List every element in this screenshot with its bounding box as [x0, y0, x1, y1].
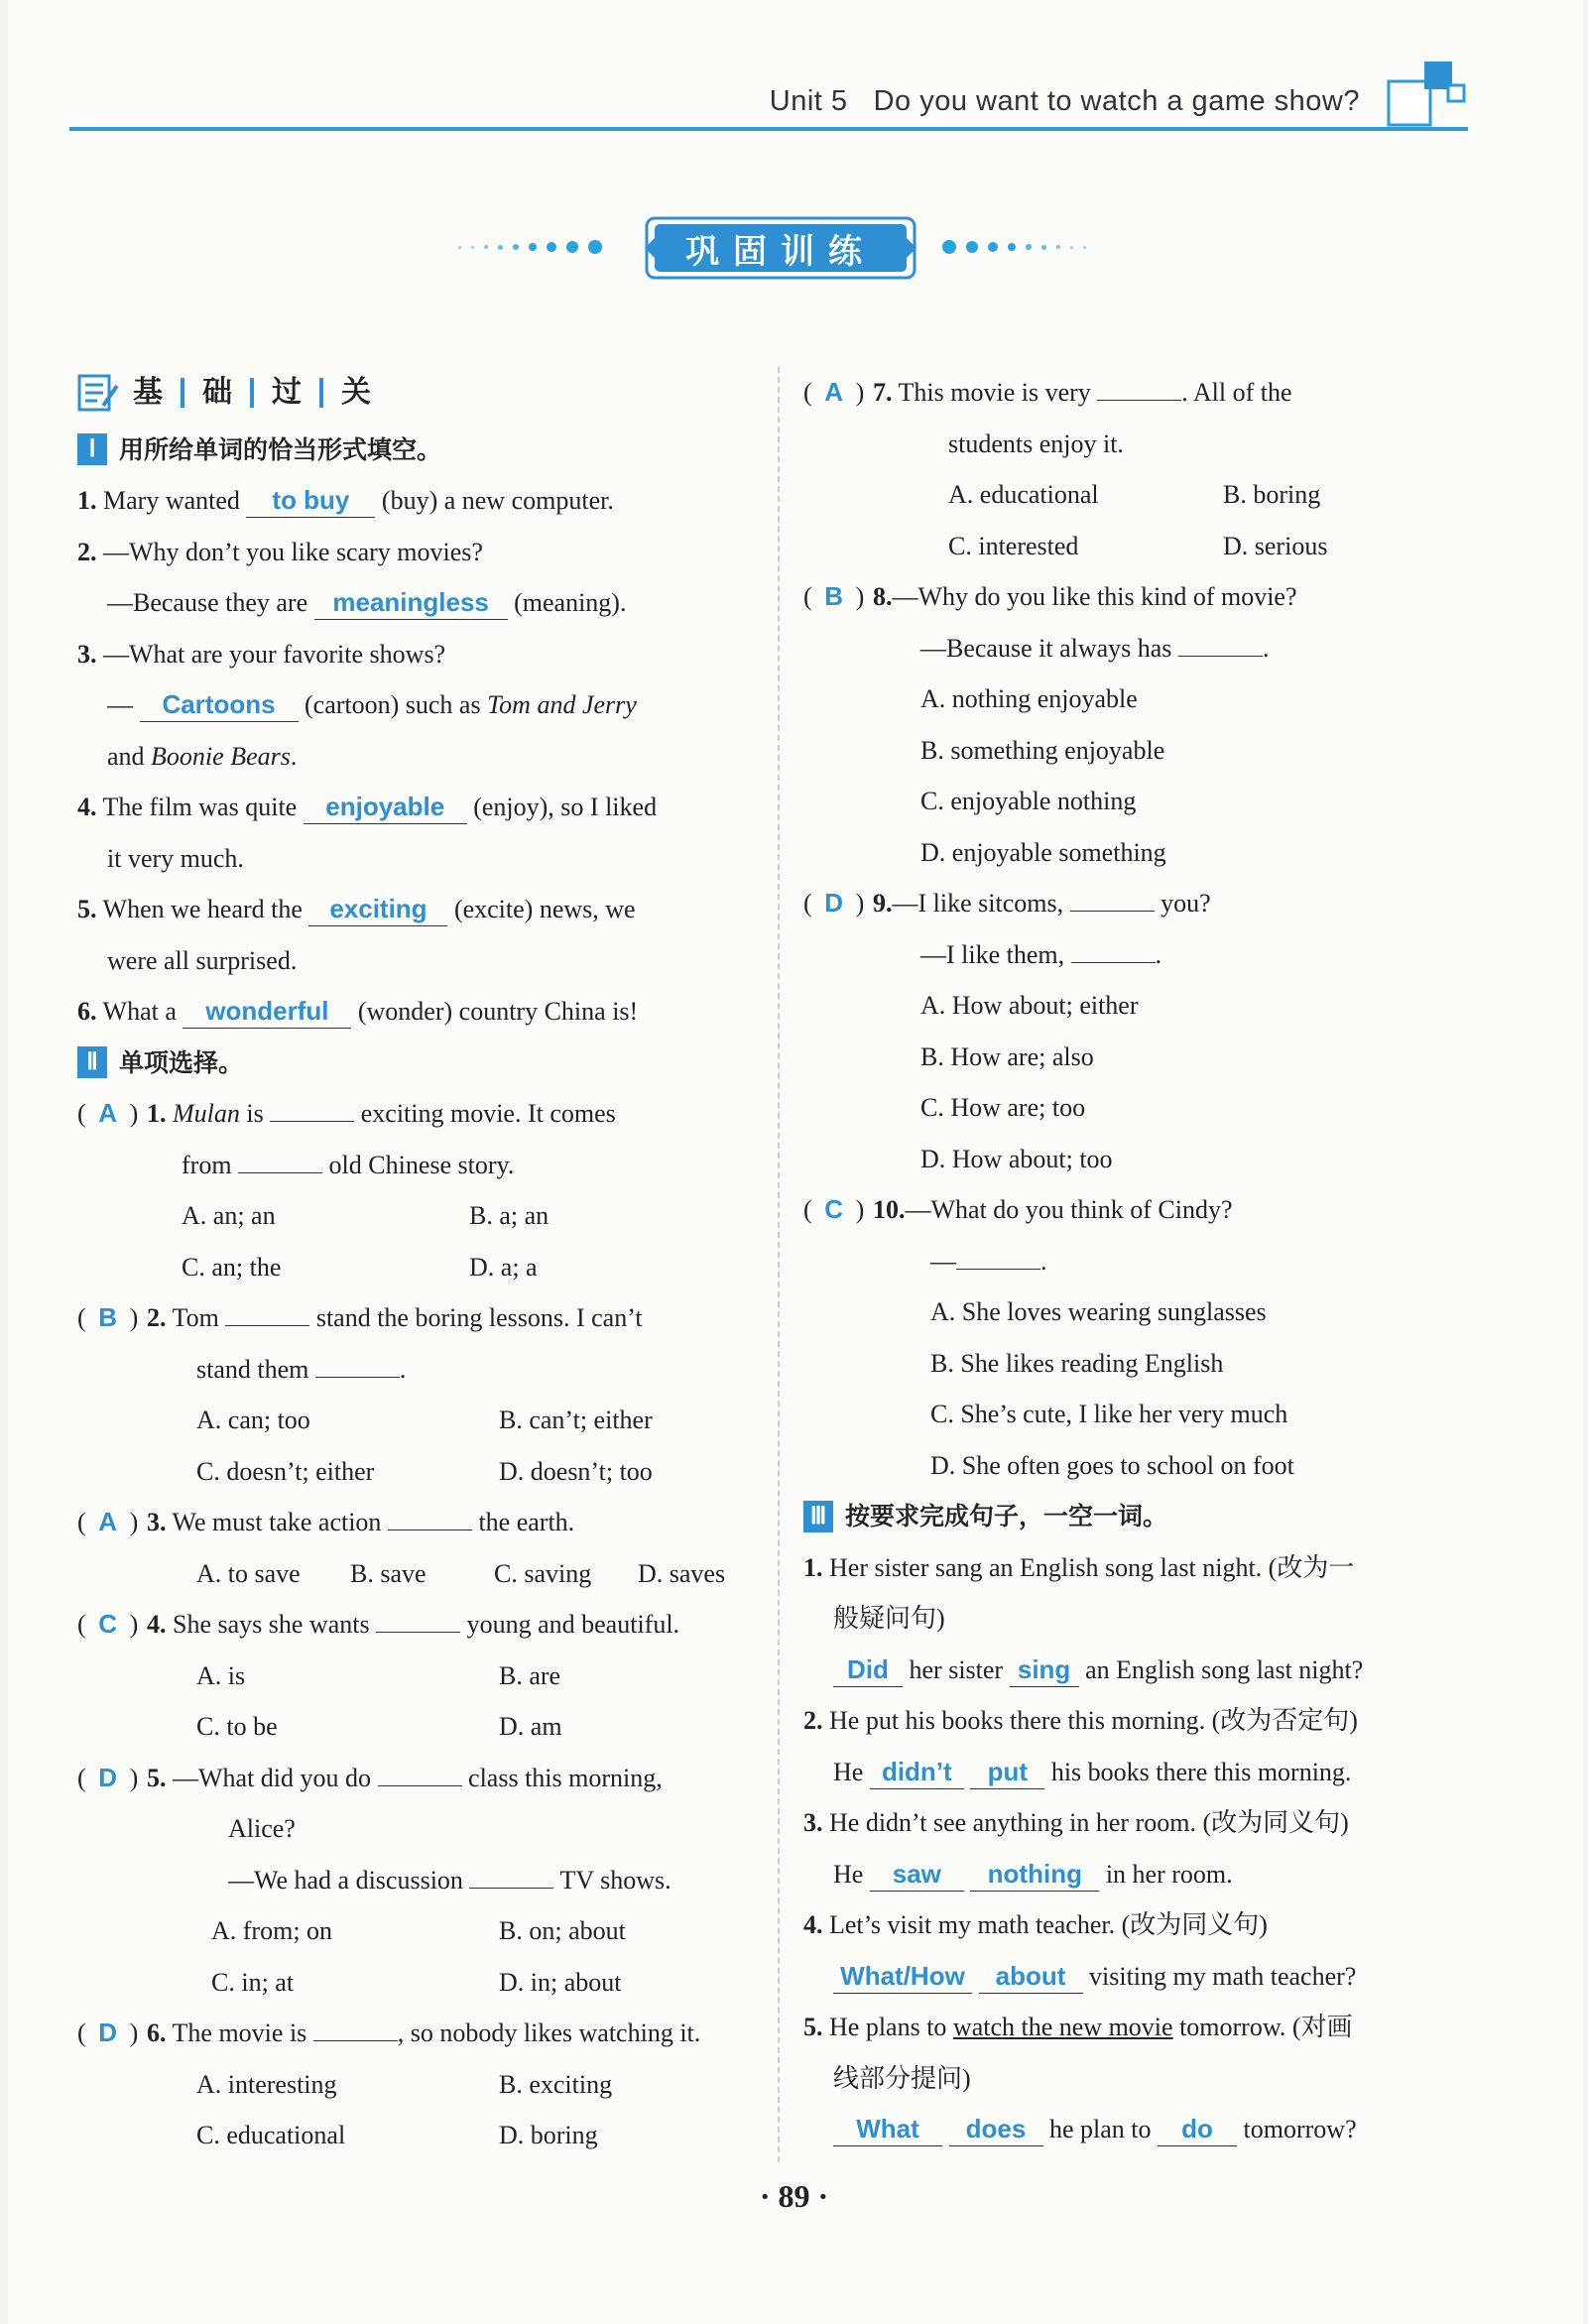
answer-blank[interactable]: do — [1158, 2112, 1237, 2146]
unit-label: Unit 5 — [769, 85, 848, 117]
blank — [1071, 934, 1156, 963]
part3-heading — [803, 1491, 1488, 1542]
blank — [469, 1860, 553, 1889]
answer-blank[interactable]: exciting — [308, 892, 447, 926]
p3-q5-line3: What does he plan to do tomorrow? — [803, 2104, 1488, 2155]
mc-q2: ( B ) 2. Tom stand the boring lessons. I can’t — [77, 1292, 762, 1344]
corner-squares-icon — [1387, 60, 1468, 129]
page-number: · 89 · — [759, 2178, 829, 2214]
mc-q5: ( D ) 5. —What did you do class this morning, — [77, 1753, 762, 1804]
mc-q6: ( D ) 6. The movie is , so nobody likes watching it. — [77, 2008, 762, 2059]
answer-blank[interactable]: wonderful — [183, 994, 351, 1029]
section-char-1: 基 — [133, 375, 163, 410]
mc-q7-options-1: A. educational B. boring — [948, 480, 1321, 509]
mc-q5-options-1: A. from; on B. on; about — [211, 1916, 626, 1945]
p1-q4: 4. The film was quite enjoyable (enjoy), so I liked — [77, 782, 762, 833]
mc-q10-option-b: B. She likes reading English — [930, 1348, 1224, 1378]
mc-q9-line2: —I like them, . — [803, 929, 1488, 981]
mc-q9-option-c: C. How are; too — [920, 1093, 1086, 1122]
blank — [1070, 883, 1155, 912]
mc-q6-options-1: A. interesting B. exciting — [196, 2069, 613, 2099]
blank — [388, 1502, 472, 1530]
mc-q2-line2: stand them . — [77, 1344, 762, 1396]
mc-q7: ( A ) 7. This movie is very . All of the — [803, 367, 1488, 419]
mc-answer[interactable]: D — [98, 2018, 118, 2047]
mc-q4-options-1: A. is B. are — [196, 1660, 561, 1690]
mc-q7-line2: students enjoy it. — [948, 428, 1124, 458]
mc-q9-option-b: B. How are; also — [920, 1041, 1094, 1071]
mc-answer[interactable]: B — [98, 1302, 118, 1332]
mc-q5-line2: Alice? — [228, 1814, 296, 1843]
mc-q2-options-2: C. doesn’t; either D. doesn’t; too — [196, 1456, 653, 1486]
mc-q9: ( D ) 9.—I like sitcoms, you? — [803, 878, 1488, 929]
mc-answer[interactable]: D — [824, 888, 844, 917]
banner-title: 巩固训练 — [685, 232, 876, 272]
mc-answer[interactable]: C — [824, 1194, 844, 1224]
answer-blank[interactable]: nothing — [970, 1857, 1099, 1892]
mc-answer[interactable]: A — [98, 1098, 118, 1128]
mc-q3: ( A ) 3. We must take action the earth. — [77, 1497, 762, 1548]
blank — [956, 1241, 1040, 1270]
underlined-phrase: watch the new movie — [952, 2013, 1173, 2041]
section-char-3: 过 — [272, 375, 302, 410]
mc-q1-options-1: A. an; an B. a; an — [182, 1201, 550, 1230]
mc-q4: ( C ) 4. She says she wants young and beautiful. — [77, 1599, 762, 1651]
section-char-4: 关 — [341, 375, 371, 410]
p1-q3-line2: — Cartoons (cartoon) such as Tom and Jerry — [77, 679, 762, 731]
blank — [270, 1093, 354, 1122]
p1-q3: 3. —What are your favorite shows? — [77, 639, 446, 669]
p1-q5-line2: were all surprised. — [107, 945, 298, 975]
answer-blank[interactable]: didn’t — [870, 1755, 964, 1789]
blank — [225, 1297, 309, 1326]
answer-blank[interactable]: about — [979, 1959, 1083, 1994]
blank — [238, 1145, 322, 1173]
mc-q8-option-a: A. nothing enjoyable — [920, 684, 1138, 713]
p1-q3-line3: and Boonie Bears. — [107, 741, 298, 771]
mc-answer[interactable]: A — [824, 377, 844, 407]
p3-q5: 5. He plans to watch the new movie tomorrow. (对画 — [803, 2013, 1353, 2041]
answer-blank[interactable]: does — [949, 2112, 1043, 2146]
mc-q1: ( A ) 1. Mulan is exciting movie. It comes — [77, 1088, 762, 1140]
p3-q2: 2. He put his books there this morning. (改为否定句) — [803, 1706, 1358, 1735]
p3-q4: 4. Let’s visit my math teacher. (改为同义句) — [803, 1910, 1268, 1939]
mc-q10-option-a: A. She loves wearing sunglasses — [930, 1297, 1267, 1326]
mc-q10-option-c: C. She’s cute, I like her very much — [930, 1400, 1288, 1428]
mc-q9-option-d: D. How about; too — [920, 1144, 1113, 1173]
mc-q10-option-d: D. She often goes to school on foot — [930, 1450, 1294, 1480]
p1-q2-line2: —Because they are meaningless (meaning). — [77, 577, 762, 629]
unit-title: Do you want to watch a game show? — [873, 85, 1360, 117]
mc-q8: ( B ) 8.—Why do you like this kind of movie? — [803, 571, 1488, 623]
part2-roman: Ⅱ — [77, 1046, 107, 1078]
part3-roman: Ⅲ — [803, 1501, 833, 1532]
answer-blank[interactable]: Cartoons — [140, 687, 299, 722]
p3-q4-line2: What/How about visiting my math teacher? — [803, 1951, 1488, 2003]
p3-q1-line2: 般疑问句) — [833, 1604, 945, 1633]
mc-q3-options: A. to save B. save C. saving D. saves — [196, 1558, 726, 1588]
p3-q2-line2: He didn’t put his books there this morning. — [803, 1747, 1488, 1798]
section-heading-basics — [77, 367, 762, 419]
p3-q1-line3: Did her sister sing an English song last night? — [803, 1645, 1488, 1696]
mc-q1-line2: from old Chinese story. — [77, 1140, 762, 1191]
mc-q8-option-b: B. something enjoyable — [920, 735, 1165, 765]
mc-q8-option-d: D. enjoyable something — [920, 837, 1166, 867]
part3-title: 按要求完成句子，一空一词。 — [845, 1502, 1168, 1530]
left-column — [77, 367, 762, 2161]
p1-q5: 5. When we heard the exciting (excite) news, we — [77, 884, 762, 935]
mc-q10: ( C ) 10.—What do you think of Cindy? — [803, 1184, 1488, 1236]
answer-blank[interactable]: saw — [870, 1857, 964, 1892]
mc-q9-option-a: A. How about; either — [920, 991, 1139, 1020]
answer-blank[interactable]: What/How — [833, 1959, 972, 1994]
header-rule — [69, 127, 1468, 131]
p3-q3-line2: He saw nothing in her room. — [803, 1849, 1488, 1900]
part1-roman: Ⅰ — [77, 433, 107, 465]
mc-q7-options-2: C. interested D. serious — [948, 531, 1328, 560]
answer-blank[interactable]: sing — [1010, 1652, 1079, 1687]
answer-blank[interactable]: meaningless — [314, 585, 508, 620]
mc-q1-options-2: C. an; the D. a; a — [182, 1252, 538, 1282]
section-char-2: 础 — [202, 375, 232, 410]
blank — [376, 1604, 460, 1633]
banner-dots-right — [942, 236, 1086, 258]
p1-q1: 1. Mary wanted to buy (buy) a new computer. — [77, 475, 762, 527]
p1-q6: 6. What a wonderful (wonder) country China is! — [77, 986, 762, 1038]
mc-q5-options-2: C. in; at D. in; about — [211, 1967, 622, 1997]
mc-answer[interactable]: D — [98, 1762, 118, 1792]
mc-q2-options-1: A. can; too B. can’t; either — [196, 1406, 653, 1434]
part2-title: 单项选择。 — [119, 1047, 244, 1077]
mc-q4-options-2: C. to be D. am — [196, 1712, 562, 1741]
answer-blank[interactable]: Did — [833, 1652, 903, 1687]
running-header — [770, 85, 1360, 118]
column-divider — [778, 367, 780, 2162]
mc-q10-line2: — . — [803, 1236, 1488, 1287]
banner-dots-left — [458, 236, 602, 258]
blank — [315, 1349, 400, 1378]
mc-q6-options-2: C. educational D. boring — [196, 2121, 598, 2149]
answer-blank[interactable]: to buy — [246, 483, 375, 518]
mc-q5-line3: —We had a discussion TV shows. — [77, 1855, 762, 1906]
part1-title: 用所给单词的恰当形式填空。 — [119, 434, 442, 464]
part2-heading — [77, 1038, 762, 1089]
mc-answer[interactable]: C — [98, 1609, 118, 1639]
answer-blank[interactable]: put — [970, 1755, 1044, 1789]
p3-q5-line2: 线部分提问) — [833, 2063, 971, 2093]
notepad-pencil-icon — [77, 372, 119, 414]
right-column — [803, 367, 1488, 2155]
mc-answer[interactable]: A — [98, 1507, 118, 1536]
blank — [378, 1758, 462, 1786]
mc-q8-option-c: C. enjoyable nothing — [920, 787, 1137, 815]
part1-heading — [77, 425, 762, 476]
p1-q4-line2: it very much. — [107, 843, 244, 873]
mc-q8-line2: —Because it always has . — [803, 623, 1488, 674]
blank — [313, 2013, 398, 2041]
mc-answer[interactable]: B — [824, 581, 844, 611]
answer-blank[interactable]: What — [833, 2112, 942, 2146]
answer-blank[interactable]: enjoyable — [304, 790, 467, 824]
p3-q1: 1. Her sister sang an English song last night. (改为一 — [803, 1552, 1355, 1582]
blank — [1097, 372, 1181, 401]
p1-q2: 2. —Why don’t you like scary movies? — [77, 537, 483, 566]
p3-q3: 3. He didn’t see anything in her room. (改为同义句) — [803, 1808, 1349, 1837]
blank — [1178, 628, 1263, 657]
